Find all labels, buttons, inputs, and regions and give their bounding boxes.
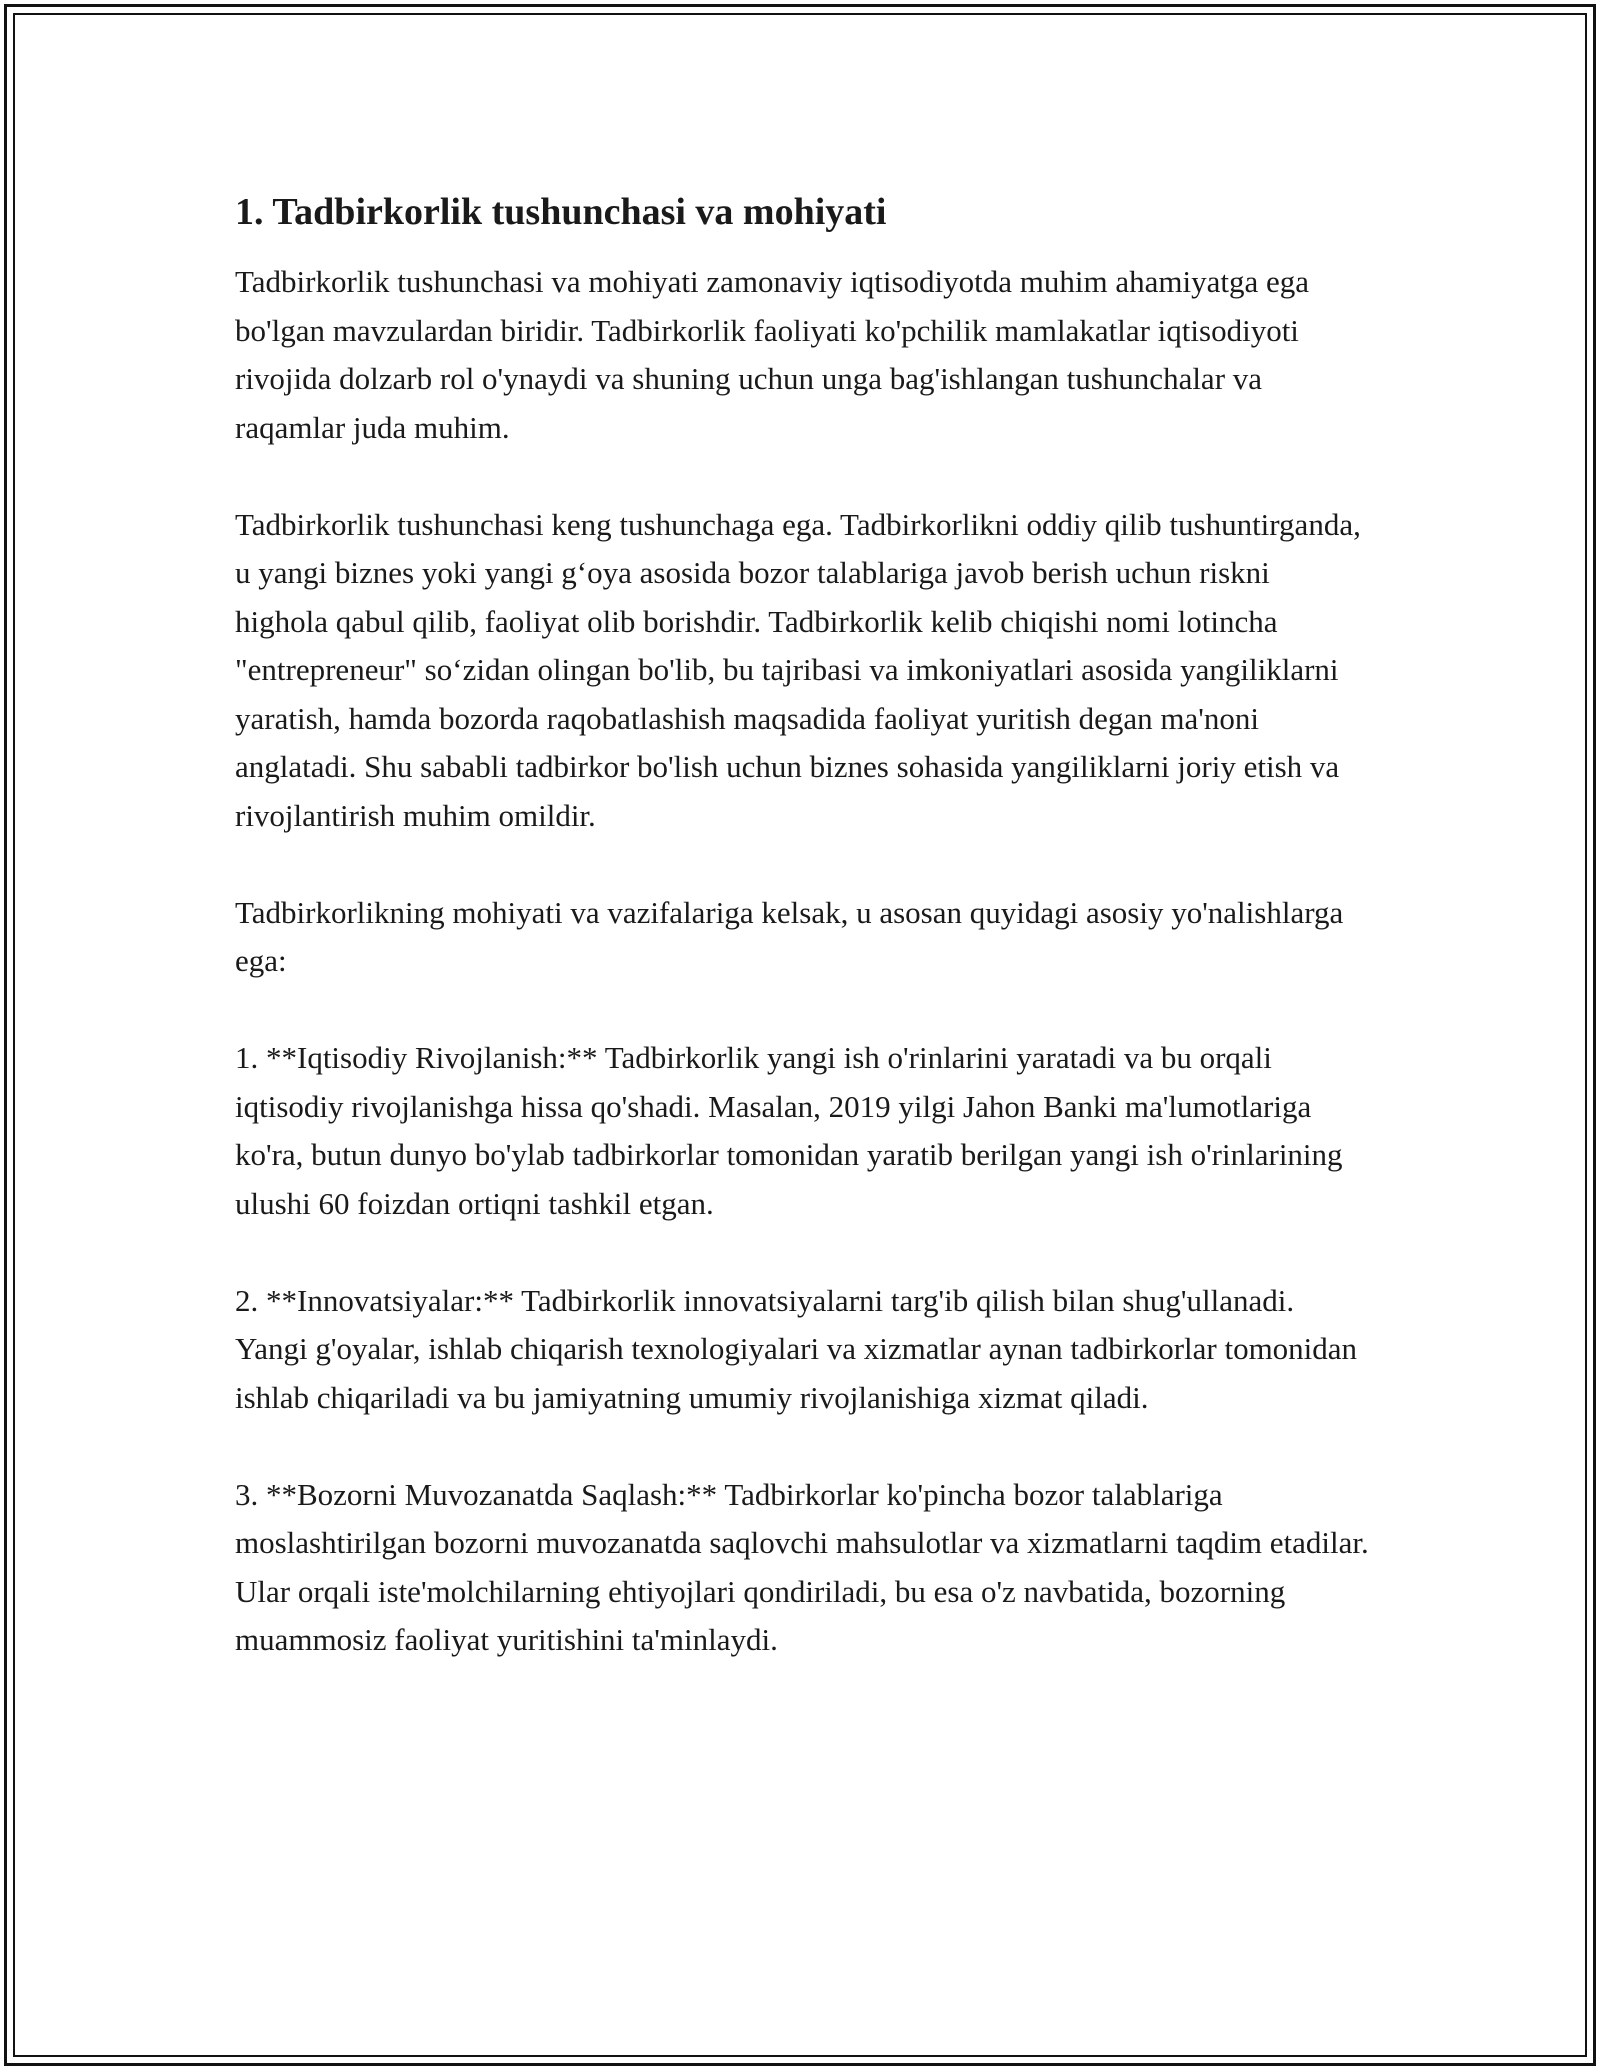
list-item-market-balance: 3. **Bozorni Muvozanatda Saqlash:** Tadbirkorlar ko'pincha bozor talablariga moslashtirilgan bozorni muvozanatda saqlovchi mahsulotlar va xizmatlarni taqdim etadilar. Ular orqali iste'molchilarning ehtiyojlari qondiriladi, bu esa o'z navbatida, bozorning muammosiz faoliyat yuritishini ta'minlaydi.	[235, 1476, 1369, 1657]
list-item-innovations: 2. **Innovatsiyalar:** Tadbirkorlik innovatsiyalarni targ'ib qilish bilan shug'ullanadi. Yangi g'oyalar, ishlab chiqarish texnologiyalari va xizmatlar aynan tadbirkorlar tomonidan ishlab chiqariladi va bu jamiyatning umumiy rivojlanishiga xizmat qiladi.	[235, 1282, 1358, 1415]
document-body	[235, 188, 1370, 1713]
paragraph-definition: Tadbirkorlik tushunchasi keng tushunchaga ega. Tadbirkorlikni oddiy qilib tushuntirganda, u yangi biznes yoki yangi g‘oya asosida bozor talablariga javob berish uchun riskni highola qabul qilib, faoliyat olib borishdir. Tadbirkorlik kelib chiqishi nomi lotincha "entrepreneur" so‘zidan olingan bo'lib, bu tajribasi va imkoniyatlari asosida yangiliklarni yaratish, hamda bozorda raqobatlashish maqsadida faoliyat yuritish degan ma'noni anglatadi. Shu sababli tadbirkor bo'lish uchun biznes sohasida yangiliklarni joriy etish va rivojlantirish muhim omildir.	[235, 506, 1361, 833]
paragraph-directions-intro: Tadbirkorlikning mohiyati va vazifalariga kelsak, u asosan quyidagi asosiy yo'nalishlarga ega:	[235, 894, 1344, 978]
list-item-economic-development: 1. **Iqtisodiy Rivojlanish:** Tadbirkorlik yangi ish o'rinlarini yaratadi va bu orqali iqtisodiy rivojlanishga hissa qo'shadi. Masalan, 2019 yilgi Jahon Banki ma'lumotlariga ko'ra, butun dunyo bo'ylab tadbirkorlar tomonidan yaratib berilgan yangi ish o'rinlarining ulushi 60 foizdan ortiqni tashkil etgan.	[235, 1040, 1343, 1221]
paragraph-intro: Tadbirkorlik tushunchasi va mohiyati zamonaviy iqtisodiyotda muhim ahamiyatga ega bo'lgan mavzulardan biridir. Tadbirkorlik faoliyati ko'pchilik mamlakatlar iqtisodiyoti rivojida dolzarb rol o'ynaydi va shuning uchun unga bag'ishlangan tushunchalar va raqamlar juda muhim.	[235, 264, 1309, 445]
section-heading: 1. Tadbirkorlik tushunchasi va mohiyati	[235, 191, 887, 233]
